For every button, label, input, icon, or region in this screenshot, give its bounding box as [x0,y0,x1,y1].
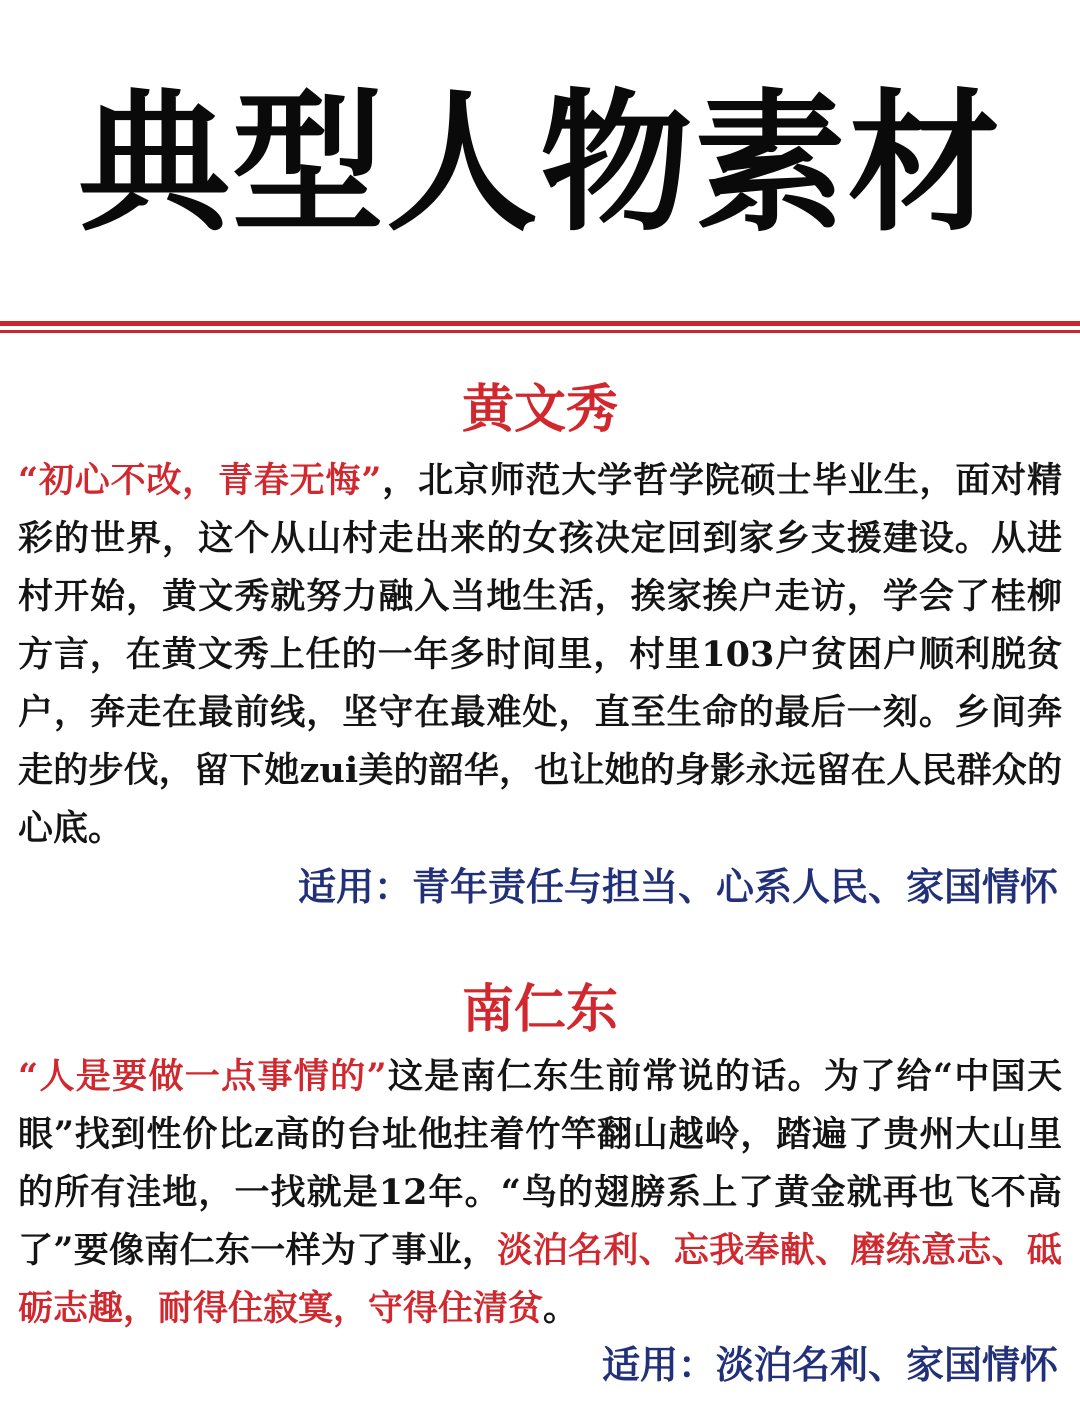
applicable-themes-2: 适用：淡泊名利、家国情怀 [601,1342,1058,1387]
person-body-1: ，北京师范大学哲学院硕士毕业生，面对精彩的世界，这个从山村走出来的女孩决定回到家乡支援建设。从进村开始，黄文秀就努力融入当地生活，挨家挨户走访，学会了桂柳方言，在黄文秀上任的一年多时间里，村里103户贫困户顺利脱贫户，奔走在最前线，坚守在最难处，直至生命的最后一刻。乡间奔走的步伐，留下她zui美的韶华，也让她的身影永远留在人民群众的心底。 [18,460,1062,849]
person-body-2: 这是南仁东生前常说的话。为了给“中国天眼”找到性价比z高的台址他拄着竹竿翻山越岭，踏遍了贵州大山里的所有洼地，一找就是12年。“鸟的翅膀系上了黄金就再也飞不高了”要像南仁东一样为了事业， [18,1056,1062,1271]
page-title: 典型人物素材 [78,73,1002,252]
applicable-themes-1: 适用：青年责任与担当、心系人民、家国情怀 [297,864,1058,909]
title-divider-thick [0,321,1080,326]
person-quote-1: “初心不改，青春无悔” [18,460,382,501]
person-highlight-2: 淡泊名利、忘我奉献、磨练意志、砥砺志趣，耐得住寂寞，守得住清贫 [18,1230,1062,1329]
person-name-2: 南仁东 [461,979,618,1040]
person-ending-2: 。 [543,1288,579,1329]
person-name-1: 黄文秀 [461,379,618,440]
title-divider-thin [0,330,1080,333]
person-description-2 [18,1048,1062,1338]
person-quote-2: “人是要做一点事情的” [18,1056,387,1097]
person-description-1 [18,452,1062,858]
